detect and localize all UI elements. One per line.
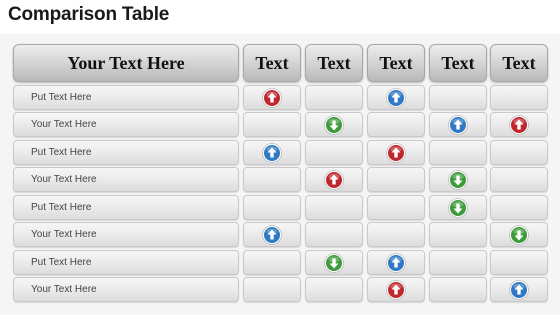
blue-up-arrow-icon [262, 143, 282, 163]
green-down-arrow-icon [448, 198, 468, 218]
row-label-7: Put Text Here [13, 250, 239, 275]
header-main-cell: Your Text Here [13, 44, 239, 82]
table-cell-r6-c5 [490, 222, 548, 247]
blue-up-arrow-icon [386, 88, 406, 108]
red-up-arrow-icon [262, 88, 282, 108]
table-cell-r3-c5 [490, 140, 548, 165]
table-cell-r4-c3 [367, 167, 425, 192]
row-label-5: Put Text Here [13, 195, 239, 220]
row-label-6: Your Text Here [13, 222, 239, 247]
table-cell-r6-c4 [429, 222, 487, 247]
table-cell-r4-c4 [429, 167, 487, 192]
table-cell-r6-c2 [305, 222, 363, 247]
table-cell-r7-c1 [243, 250, 301, 275]
table-cell-r6-c3 [367, 222, 425, 247]
table-cell-r8-c2 [305, 277, 363, 302]
table-cell-r1-c2 [305, 85, 363, 110]
header-column-1: Text [243, 44, 301, 82]
blue-up-arrow-icon [509, 280, 529, 300]
header-column-3: Text [367, 44, 425, 82]
red-up-arrow-icon [509, 115, 529, 135]
table-cell-r1-c3 [367, 85, 425, 110]
table-cell-r5-c1 [243, 195, 301, 220]
table-cell-r3-c2 [305, 140, 363, 165]
red-up-arrow-icon [386, 280, 406, 300]
header-column-2: Text [305, 44, 363, 82]
table-cell-r7-c4 [429, 250, 487, 275]
table-cell-r5-c3 [367, 195, 425, 220]
blue-up-arrow-icon [386, 253, 406, 273]
table-cell-r2-c3 [367, 112, 425, 137]
green-down-arrow-icon [324, 115, 344, 135]
red-up-arrow-icon [324, 170, 344, 190]
header-column-4: Text [429, 44, 487, 82]
table-cell-r5-c5 [490, 195, 548, 220]
blue-up-arrow-icon [448, 115, 468, 135]
green-down-arrow-icon [324, 253, 344, 273]
page-title: Comparison Table [8, 4, 170, 25]
table-cell-r4-c1 [243, 167, 301, 192]
table-cell-r3-c4 [429, 140, 487, 165]
table-cell-r8-c4 [429, 277, 487, 302]
table-cell-r7-c3 [367, 250, 425, 275]
table-cell-r4-c2 [305, 167, 363, 192]
table-cell-r2-c5 [490, 112, 548, 137]
table-cell-r5-c2 [305, 195, 363, 220]
table-cell-r2-c2 [305, 112, 363, 137]
table-cell-r7-c5 [490, 250, 548, 275]
table-cell-r4-c5 [490, 167, 548, 192]
table-cell-r8-c1 [243, 277, 301, 302]
table-cell-r8-c5 [490, 277, 548, 302]
row-label-2: Your Text Here [13, 112, 239, 137]
header-column-5: Text [490, 44, 548, 82]
table-cell-r3-c1 [243, 140, 301, 165]
table-cell-r5-c4 [429, 195, 487, 220]
green-down-arrow-icon [509, 225, 529, 245]
table-cell-r3-c3 [367, 140, 425, 165]
blue-up-arrow-icon [262, 225, 282, 245]
red-up-arrow-icon [386, 143, 406, 163]
row-label-1: Put Text Here [13, 85, 239, 110]
table-cell-r8-c3 [367, 277, 425, 302]
row-label-8: Your Text Here [13, 277, 239, 302]
table-cell-r2-c4 [429, 112, 487, 137]
green-down-arrow-icon [448, 170, 468, 190]
table-cell-r2-c1 [243, 112, 301, 137]
table-cell-r1-c1 [243, 85, 301, 110]
table-cell-r1-c4 [429, 85, 487, 110]
table-cell-r7-c2 [305, 250, 363, 275]
table-cell-r6-c1 [243, 222, 301, 247]
table-cell-r1-c5 [490, 85, 548, 110]
row-label-3: Put Text Here [13, 140, 239, 165]
row-label-4: Your Text Here [13, 167, 239, 192]
